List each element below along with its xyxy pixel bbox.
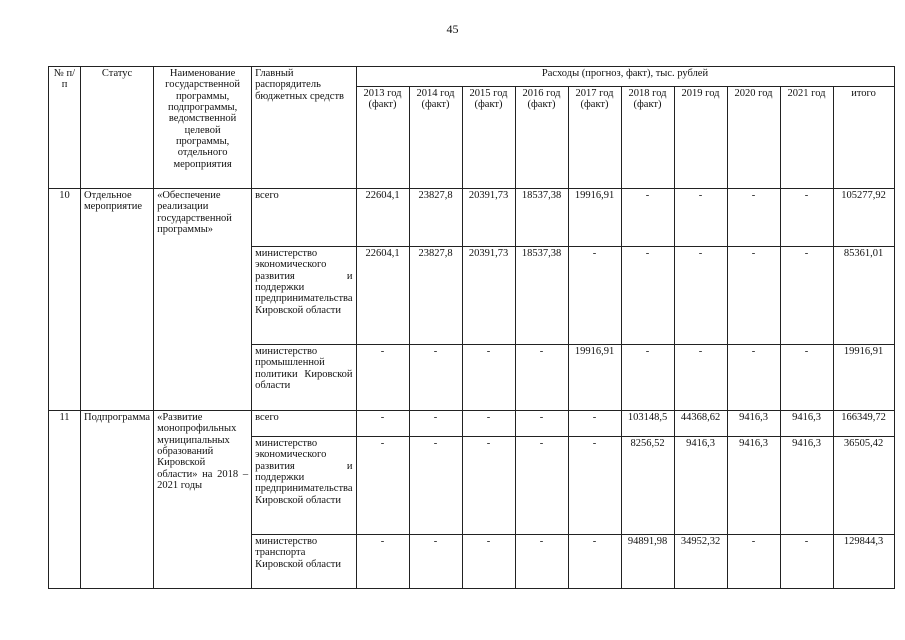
- cell-value: -: [356, 345, 409, 411]
- cell-value: 18537,38: [515, 247, 568, 345]
- cell-value: -: [780, 247, 833, 345]
- cell-value: -: [780, 535, 833, 589]
- header-status: Статус: [81, 67, 154, 189]
- cell-value: -: [356, 437, 409, 535]
- cell-value: -: [727, 535, 780, 589]
- cell-value: -: [621, 247, 674, 345]
- cell-value: 20391,73: [462, 247, 515, 345]
- cell-value: 9416,3: [727, 411, 780, 437]
- table-row: [49, 189, 895, 247]
- row-status: Подпрограмма: [81, 411, 154, 589]
- row-status: Отдельное мероприятие: [81, 189, 154, 411]
- cell-value: -: [780, 189, 833, 247]
- cell-value: -: [409, 411, 462, 437]
- row-number: 11: [49, 411, 81, 589]
- row-manager: министерство экономического развития и поддержки предпринимательства Кировской области: [252, 247, 356, 345]
- cell-value: 22604,1: [356, 189, 409, 247]
- cell-value: 20391,73: [462, 189, 515, 247]
- cell-value: -: [462, 345, 515, 411]
- cell-value: -: [727, 247, 780, 345]
- header-year: 2018 год (факт): [621, 87, 674, 189]
- cell-value: -: [409, 437, 462, 535]
- cell-total: 85361,01: [833, 247, 894, 345]
- row-manager: министерство экономического развития и поддержки предпринимательства Кировской области: [252, 437, 356, 535]
- cell-total: 129844,3: [833, 535, 894, 589]
- cell-total: 36505,42: [833, 437, 894, 535]
- cell-value: -: [515, 535, 568, 589]
- cell-value: 19916,91: [568, 189, 621, 247]
- header-year: 2015 год (факт): [462, 87, 515, 189]
- cell-value: 94891,98: [621, 535, 674, 589]
- cell-value: 103148,5: [621, 411, 674, 437]
- header-year: 2019 год: [674, 87, 727, 189]
- cell-value: 9416,3: [780, 411, 833, 437]
- header-year: 2016 год (факт): [515, 87, 568, 189]
- header-year: 2020 год: [727, 87, 780, 189]
- cell-value: -: [515, 437, 568, 535]
- cell-value: 34952,32: [674, 535, 727, 589]
- cell-value: -: [462, 437, 515, 535]
- cell-value: -: [568, 247, 621, 345]
- cell-value: 8256,52: [621, 437, 674, 535]
- cell-value: -: [462, 535, 515, 589]
- cell-value: 18537,38: [515, 189, 568, 247]
- cell-total: 166349,72: [833, 411, 894, 437]
- cell-value: -: [356, 535, 409, 589]
- header-year: 2013 год (факт): [356, 87, 409, 189]
- header-year: 2017 год (факт): [568, 87, 621, 189]
- cell-value: -: [568, 411, 621, 437]
- budget-table: [48, 66, 895, 589]
- header-year: 2021 год: [780, 87, 833, 189]
- row-manager: всего: [252, 189, 356, 247]
- cell-value: -: [409, 345, 462, 411]
- cell-value: 23827,8: [409, 247, 462, 345]
- cell-value: -: [674, 247, 727, 345]
- cell-total: 19916,91: [833, 345, 894, 411]
- cell-value: -: [568, 437, 621, 535]
- cell-value: 9416,3: [674, 437, 727, 535]
- header-total: итого: [833, 87, 894, 189]
- cell-value: -: [621, 345, 674, 411]
- page-number: 45: [446, 22, 459, 36]
- cell-value: -: [780, 345, 833, 411]
- cell-value: 9416,3: [727, 437, 780, 535]
- header-year: 2014 год (факт): [409, 87, 462, 189]
- cell-value: -: [674, 345, 727, 411]
- row-manager: министерство промышленной политики Кировской области: [252, 345, 356, 411]
- header-name: Наименование государственной программы, подпрограммы, ведомственной целевой программы, отдельного мероприятия: [154, 67, 252, 189]
- cell-value: -: [409, 535, 462, 589]
- header-manager: Главный распорядитель бюджетных средств: [252, 67, 356, 189]
- cell-value: -: [727, 189, 780, 247]
- cell-value: 9416,3: [780, 437, 833, 535]
- header-expenses: Расходы (прогноз, факт), тыс. рублей: [356, 67, 894, 87]
- cell-value: -: [515, 345, 568, 411]
- cell-total: 105277,92: [833, 189, 894, 247]
- row-name: «Обеспечение реализации государственной программы»: [154, 189, 252, 411]
- cell-value: 22604,1: [356, 247, 409, 345]
- cell-value: 23827,8: [409, 189, 462, 247]
- row-name: «Развитие монопрофильных муниципальных образований Кировской области» на 2018 – 2021 годы: [154, 411, 252, 589]
- cell-value: -: [568, 535, 621, 589]
- cell-value: -: [356, 411, 409, 437]
- cell-value: 19916,91: [568, 345, 621, 411]
- cell-value: 44368,62: [674, 411, 727, 437]
- cell-value: -: [674, 189, 727, 247]
- row-manager: всего: [252, 411, 356, 437]
- row-manager: министерство транспорта Кировской области: [252, 535, 356, 589]
- header-num: № п/п: [49, 67, 81, 189]
- cell-value: -: [462, 411, 515, 437]
- row-number: 10: [49, 189, 81, 411]
- table-row: [49, 411, 895, 437]
- cell-value: -: [727, 345, 780, 411]
- cell-value: -: [515, 411, 568, 437]
- cell-value: -: [621, 189, 674, 247]
